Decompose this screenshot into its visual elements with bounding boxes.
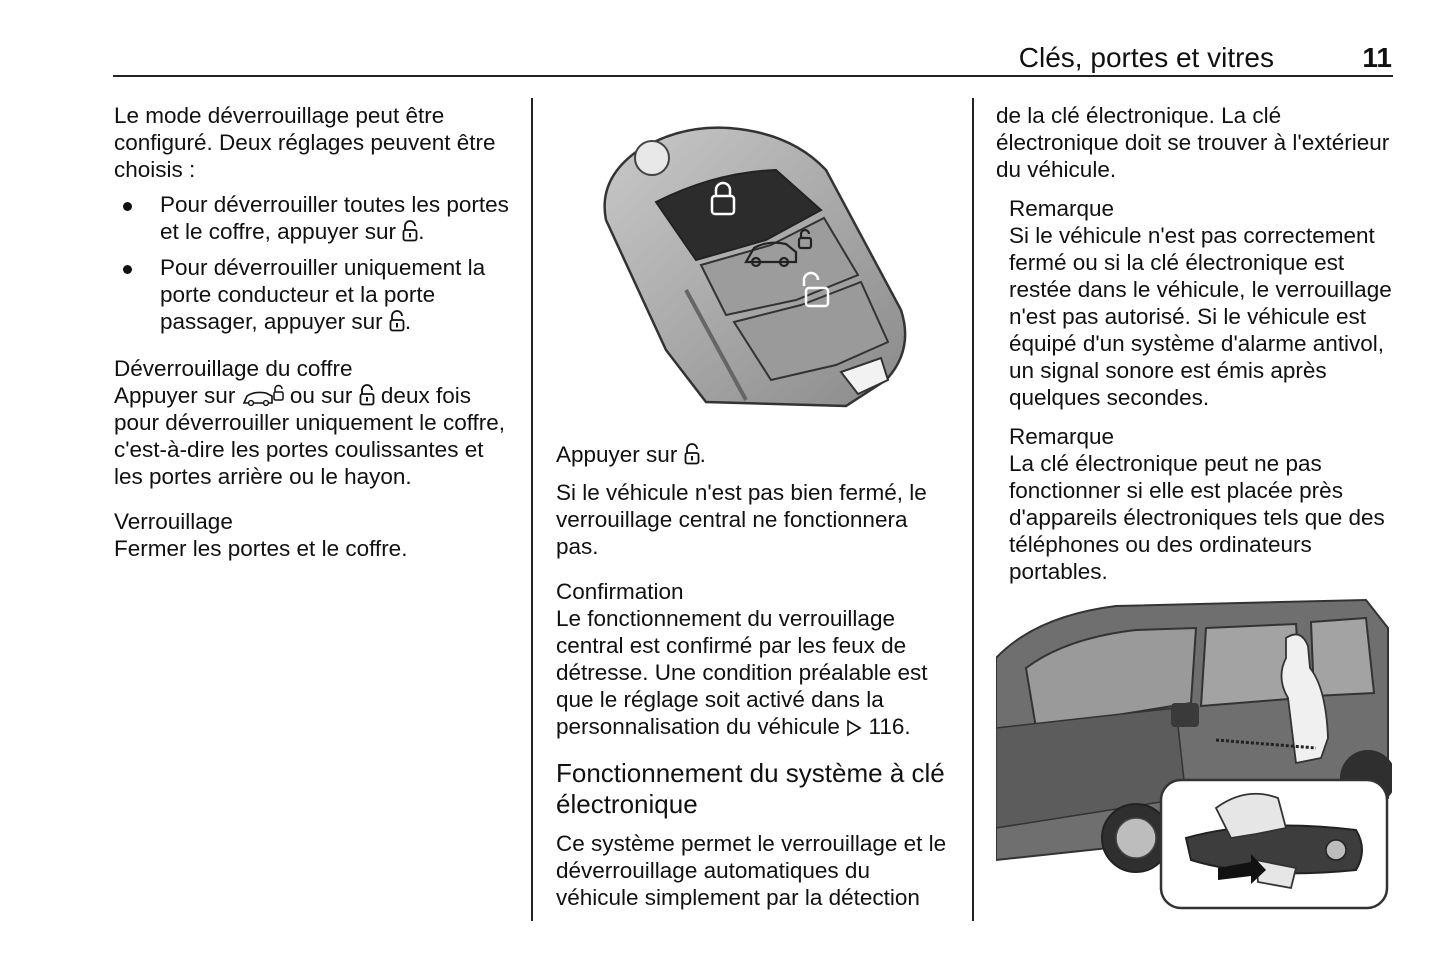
right-column [996,102,1396,585]
locking-heading: Verrouillage [114,509,233,534]
padlock-open-icon [402,220,418,242]
trunk-unlock-text: Appuyer sur ou sur deux fois pour déverrouiller uniquement le coffre, c'est-à-dire les portes coulissantes et les portes arrière ou le hayon. [114,383,506,489]
note-box [996,423,1396,585]
list-item: Pour déverrouiller toutes les portes et le coffre, appuyer sur . [114,191,514,245]
middle-column [556,441,956,911]
left-column [114,102,514,562]
bullet-icon [123,202,132,211]
keyless-text: Ce système permet le verrouillage et le déverrouillage automatiques du véhicule simplement par la détection [556,831,947,910]
note-text: La clé électronique peut ne pas fonctionner si elle est placée près d'appareils électroniques tels que des téléphones ou des ordinateurs portables. [1009,451,1385,584]
page-header-title: Clés, portes et vitres [1018,42,1274,73]
padlock-open-icon [389,310,405,332]
bullet-icon [123,265,132,274]
confirmation-text: Le fonctionnement du verrouillage central est confirmé par les feux de détresse. Une condition préalable est que le réglage soit activé dans la personnalisation du véhicule 116. [556,606,928,739]
vehicle-rear-unlock-icon [242,384,284,406]
van-door-handle-illustration [996,598,1392,914]
padlock-open-icon [359,384,375,406]
press-lock-text: Appuyer sur . [556,442,706,467]
note-box [996,195,1396,411]
unlock-options-list [114,191,514,335]
column-divider-right [972,98,974,921]
triangle-arrow-icon [846,719,862,737]
page-number: 11 [1362,42,1392,73]
trunk-unlock-heading: Déverrouillage du coffre [114,356,353,381]
note-text: Si le véhicule n'est pas correctement fermé ou si la clé électronique est restée dans le véhicule, le verrouillage n'est pas autorisé. Si le véhicule est équipé d'un système d'alarme antivol, un signal sonore est émis après quelques secondes. [1009,223,1392,410]
unlock-mode-intro: Le mode déverrouillage peut être configuré. Deux réglages peuvent être choisis : [114,103,496,182]
key-fob-illustration [596,110,916,410]
list-item: Pour déverrouiller uniquement la porte conducteur et la porte passager, appuyer sur . [114,254,514,335]
padlock-open-icon [684,443,700,465]
column-divider-left [531,98,533,921]
locking-text: Fermer les portes et le coffre. [114,536,408,561]
keyless-section-heading: Fonctionnement du système à clé électronique [556,758,945,819]
note-heading: Remarque [1009,196,1115,221]
keyless-continued-text: de la clé électronique. La clé électronique doit se trouver à l'extérieur du véhicule. [996,103,1390,182]
note-heading: Remarque [1009,424,1115,449]
not-closed-warning: Si le véhicule n'est pas bien fermé, le verrouillage central ne fonctionnera pas. [556,480,927,559]
confirmation-heading: Confirmation [556,579,684,604]
header-divider [113,75,1393,77]
